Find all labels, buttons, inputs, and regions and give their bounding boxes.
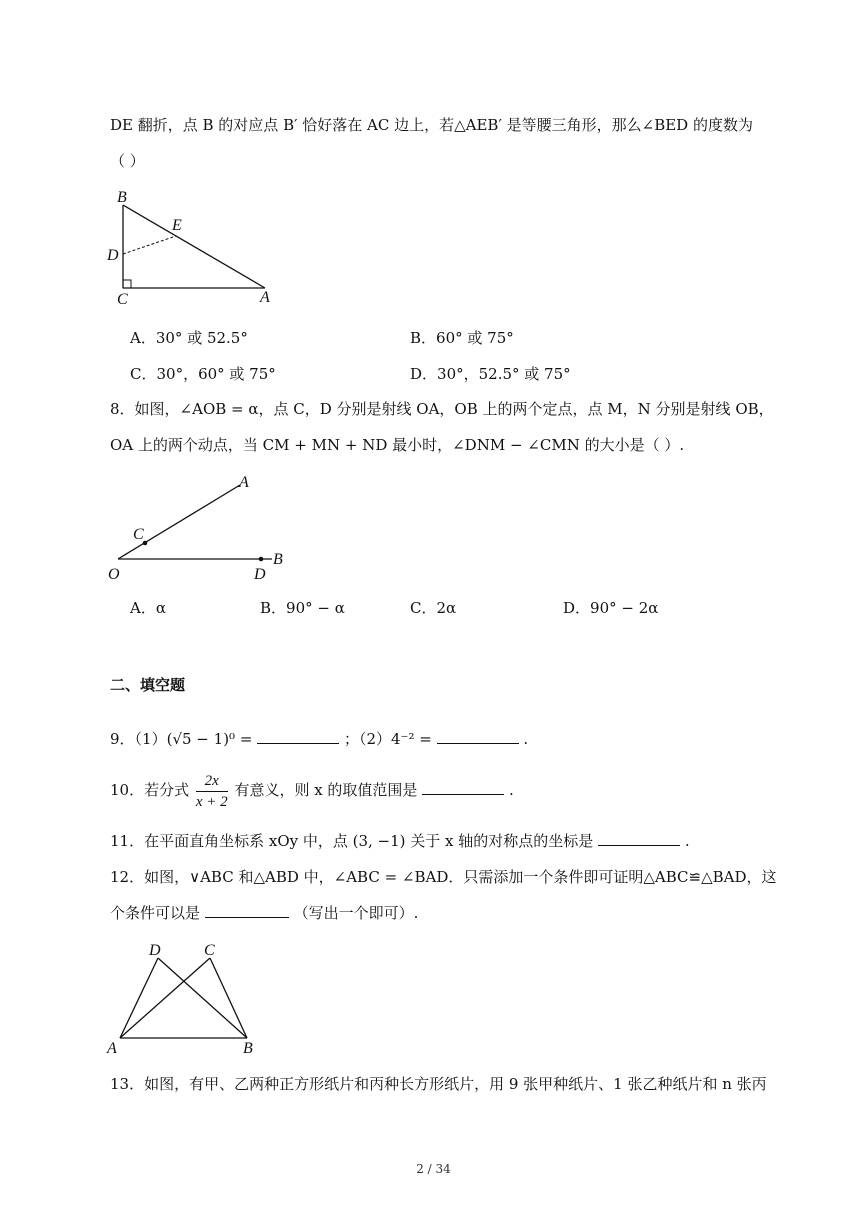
q8-option-c[interactable]: C．2α bbox=[410, 599, 457, 617]
q12-label-d: D bbox=[149, 942, 161, 959]
q10-suffix: 有意义，则 x 的取值范围是 bbox=[234, 781, 418, 799]
q12-figure bbox=[100, 935, 270, 1060]
q12-label-c: C bbox=[204, 942, 215, 959]
q11-text: 11．在平面直角坐标系 xOy 中，点 (3, −1) 关于 x 轴的对称点的坐标是 bbox=[110, 832, 594, 850]
q7-label-c: C bbox=[117, 291, 128, 308]
q10-fraction bbox=[196, 771, 228, 812]
q7-option-d[interactable]: D．30°，52.5° 或 75° bbox=[410, 365, 571, 383]
q9-part1: 9．（1）(√5 − 1)⁰ = bbox=[110, 730, 253, 748]
q8-figure bbox=[100, 470, 300, 585]
q7-option-a[interactable]: A．30° 或 52.5° bbox=[130, 329, 248, 347]
q7-label-e: E bbox=[172, 217, 182, 234]
q10-fraction-numerator: 2x bbox=[196, 771, 228, 792]
q7-fold-line-de bbox=[123, 236, 176, 254]
q12-side-bd bbox=[158, 958, 247, 1038]
q12-text-line1: 12．如图，∨ABC 和△ABD 中，∠ABC = ∠BAD．只需添加一个条件即可证明△ABC≌△BAD，这 bbox=[110, 868, 777, 886]
q10-answer-blank[interactable] bbox=[422, 779, 504, 795]
q12-side-ac bbox=[120, 958, 210, 1038]
q8-option-b[interactable]: B．90° − α bbox=[260, 599, 345, 617]
q7-right-angle-mark bbox=[123, 280, 131, 288]
q9-separator: ；（2）4⁻² = bbox=[343, 730, 432, 748]
page-number: 2 / 34 bbox=[416, 1162, 451, 1176]
q8-text-line2: OA 上的两个动点，当 CM + MN + ND 最小时，∠DNM − ∠CMN 的大小是（ ）. bbox=[110, 436, 685, 454]
q7-option-c[interactable]: C．30°，60° 或 75° bbox=[130, 365, 276, 383]
q8-label-c: C bbox=[133, 526, 144, 543]
q10-line bbox=[110, 768, 514, 812]
q8-option-a[interactable]: A．α bbox=[130, 599, 166, 617]
q9-end: . bbox=[523, 730, 529, 748]
q12-label-b: B bbox=[243, 1040, 253, 1057]
q10-end: . bbox=[509, 781, 514, 799]
q12-side-ad bbox=[120, 958, 158, 1038]
q11-line bbox=[110, 830, 690, 852]
section-heading-fill-in: 二、填空题 bbox=[110, 676, 186, 694]
q9-answer-blank-2[interactable] bbox=[437, 728, 519, 744]
q7-text-line1: DE 翻折，点 B 的对应点 B′ 恰好落在 AC 边上，若△AEB′ 是等腰三角形，那么∠BED 的度数为 bbox=[110, 116, 753, 134]
q8-label-b: B bbox=[273, 551, 283, 568]
q13-text-line1: 13．如图，有甲、乙两种正方形纸片和丙种长方形纸片，用 9 张甲种纸片、1 张乙种纸片和 n 张丙 bbox=[110, 1075, 767, 1093]
q8-ray-oa bbox=[118, 485, 240, 559]
q7-figure bbox=[100, 185, 290, 310]
q7-text-line2: （ ） bbox=[110, 152, 145, 170]
q12-line2-suffix: （写出一个即可）. bbox=[293, 904, 419, 922]
q8-text-line1: 8．如图，∠AOB = α，点 C，D 分别是射线 OA，OB 上的两个定点，点 M，N 分别是射线 OB， bbox=[110, 400, 774, 418]
q7-label-a: A bbox=[260, 289, 270, 306]
q12-line2 bbox=[110, 902, 418, 924]
q12-line2-prefix: 个条件可以是 bbox=[110, 904, 201, 922]
q12-answer-blank[interactable] bbox=[205, 902, 289, 918]
q10-prefix: 10．若分式 bbox=[110, 781, 190, 799]
q8-point-d bbox=[259, 557, 264, 562]
q12-side-bc bbox=[210, 958, 247, 1038]
q9-line bbox=[110, 728, 528, 750]
q12-label-a: A bbox=[107, 1040, 117, 1057]
q8-option-d[interactable]: D．90° − 2α bbox=[563, 599, 659, 617]
q10-fraction-denominator: x + 2 bbox=[195, 793, 228, 810]
q11-end: . bbox=[684, 832, 690, 850]
q11-answer-blank[interactable] bbox=[598, 830, 680, 846]
q7-label-b: B bbox=[117, 189, 127, 206]
q8-label-a: A bbox=[239, 474, 249, 491]
q7-label-d: D bbox=[107, 247, 119, 264]
q9-answer-blank-1[interactable] bbox=[257, 728, 339, 744]
q7-option-b[interactable]: B．60° 或 75° bbox=[410, 329, 514, 347]
q8-label-o: O bbox=[108, 566, 120, 583]
q8-label-d: D bbox=[254, 566, 266, 583]
